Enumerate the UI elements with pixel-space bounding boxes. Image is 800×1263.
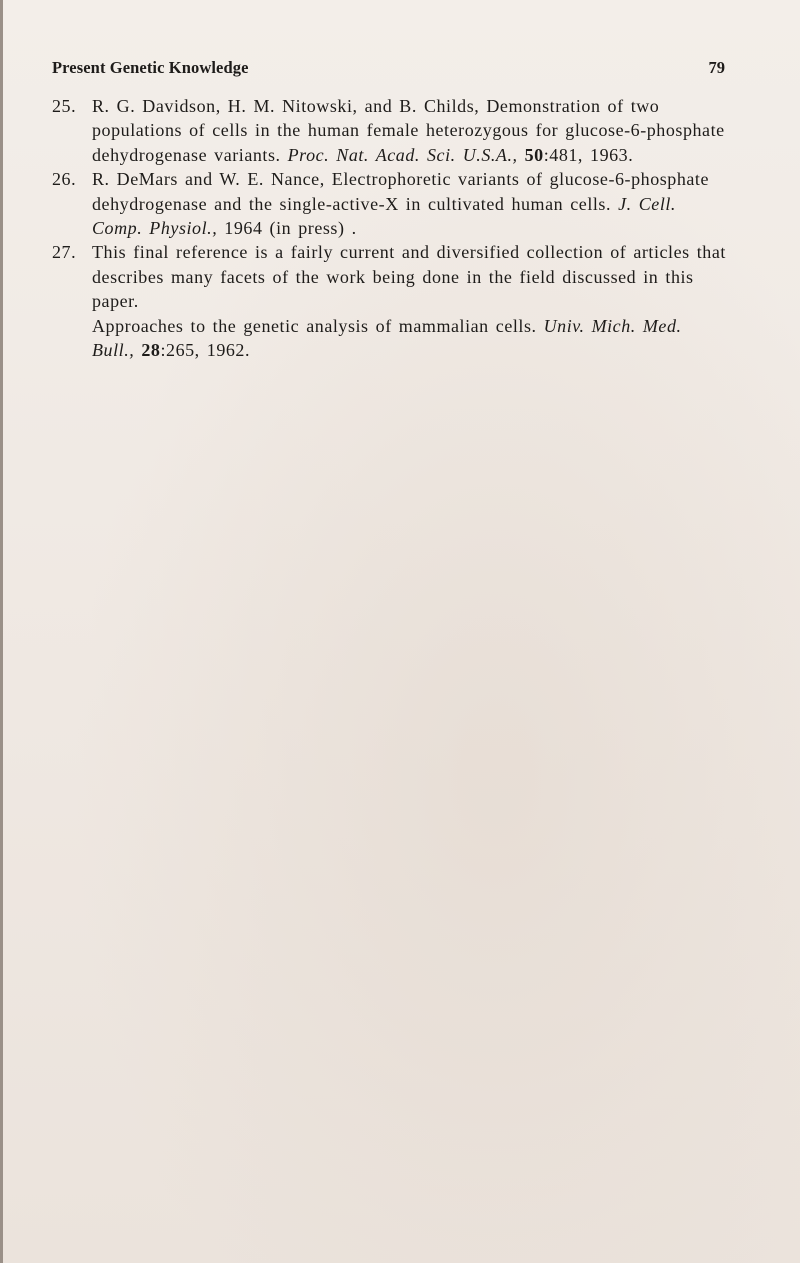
reference-entry (52, 167, 728, 240)
reference-number: 27. (52, 242, 77, 263)
running-title: Present Genetic Knowledge (52, 58, 249, 77)
journal-citation: Proc. Nat. Acad. Sci. U.S.A., (287, 144, 518, 165)
reference-segment: Approaches to the genetic analysis of mammalian cells. (92, 315, 544, 336)
reference-list (52, 94, 728, 362)
reference-paragraph (92, 314, 728, 363)
reference-segment: R. DeMars and W. E. Nance, Electrophoretic variants of glucose-6-phosphate dehydrogenase and the single-active-X in cultivated human cells. (92, 169, 710, 214)
journal-citation: Univ. Mich. Med. Bull., (92, 315, 682, 361)
reference-paragraph (92, 94, 728, 167)
page-gutter-edge (0, 0, 3, 1263)
reference-number: 26. (52, 169, 77, 190)
volume-number: 50 (524, 144, 544, 165)
reference-segment: 1964 (in press) . (217, 218, 357, 239)
reference-entry (52, 240, 728, 362)
reference-text (92, 240, 728, 362)
reference-paragraph (92, 167, 728, 240)
reference-segment: This final reference is a fairly current and diversified collection of articles that describes many facets of the work being done in the field discussed in this paper. (92, 242, 726, 312)
reference-segment: :265, 1962. (160, 340, 251, 361)
reference-paragraph (92, 240, 728, 313)
page-number: 79 (708, 58, 725, 77)
reference-segment (518, 145, 525, 165)
reference-segment: :481, 1963. (543, 144, 634, 165)
reference-text (92, 94, 728, 167)
journal-citation: J. Cell. Comp. Physiol., (92, 193, 676, 239)
reference-segment: R. G. Davidson, H. M. Nitowski, and B. Childs, Demonstration of two populations of cells in the human female heterozygous for glucose-6-phosphate dehydrogenase variants. (92, 96, 725, 165)
volume-number: 28 (141, 340, 161, 361)
reference-entry (52, 94, 728, 167)
reference-number: 25. (52, 96, 77, 116)
running-head (52, 58, 725, 82)
reference-text (92, 167, 728, 240)
